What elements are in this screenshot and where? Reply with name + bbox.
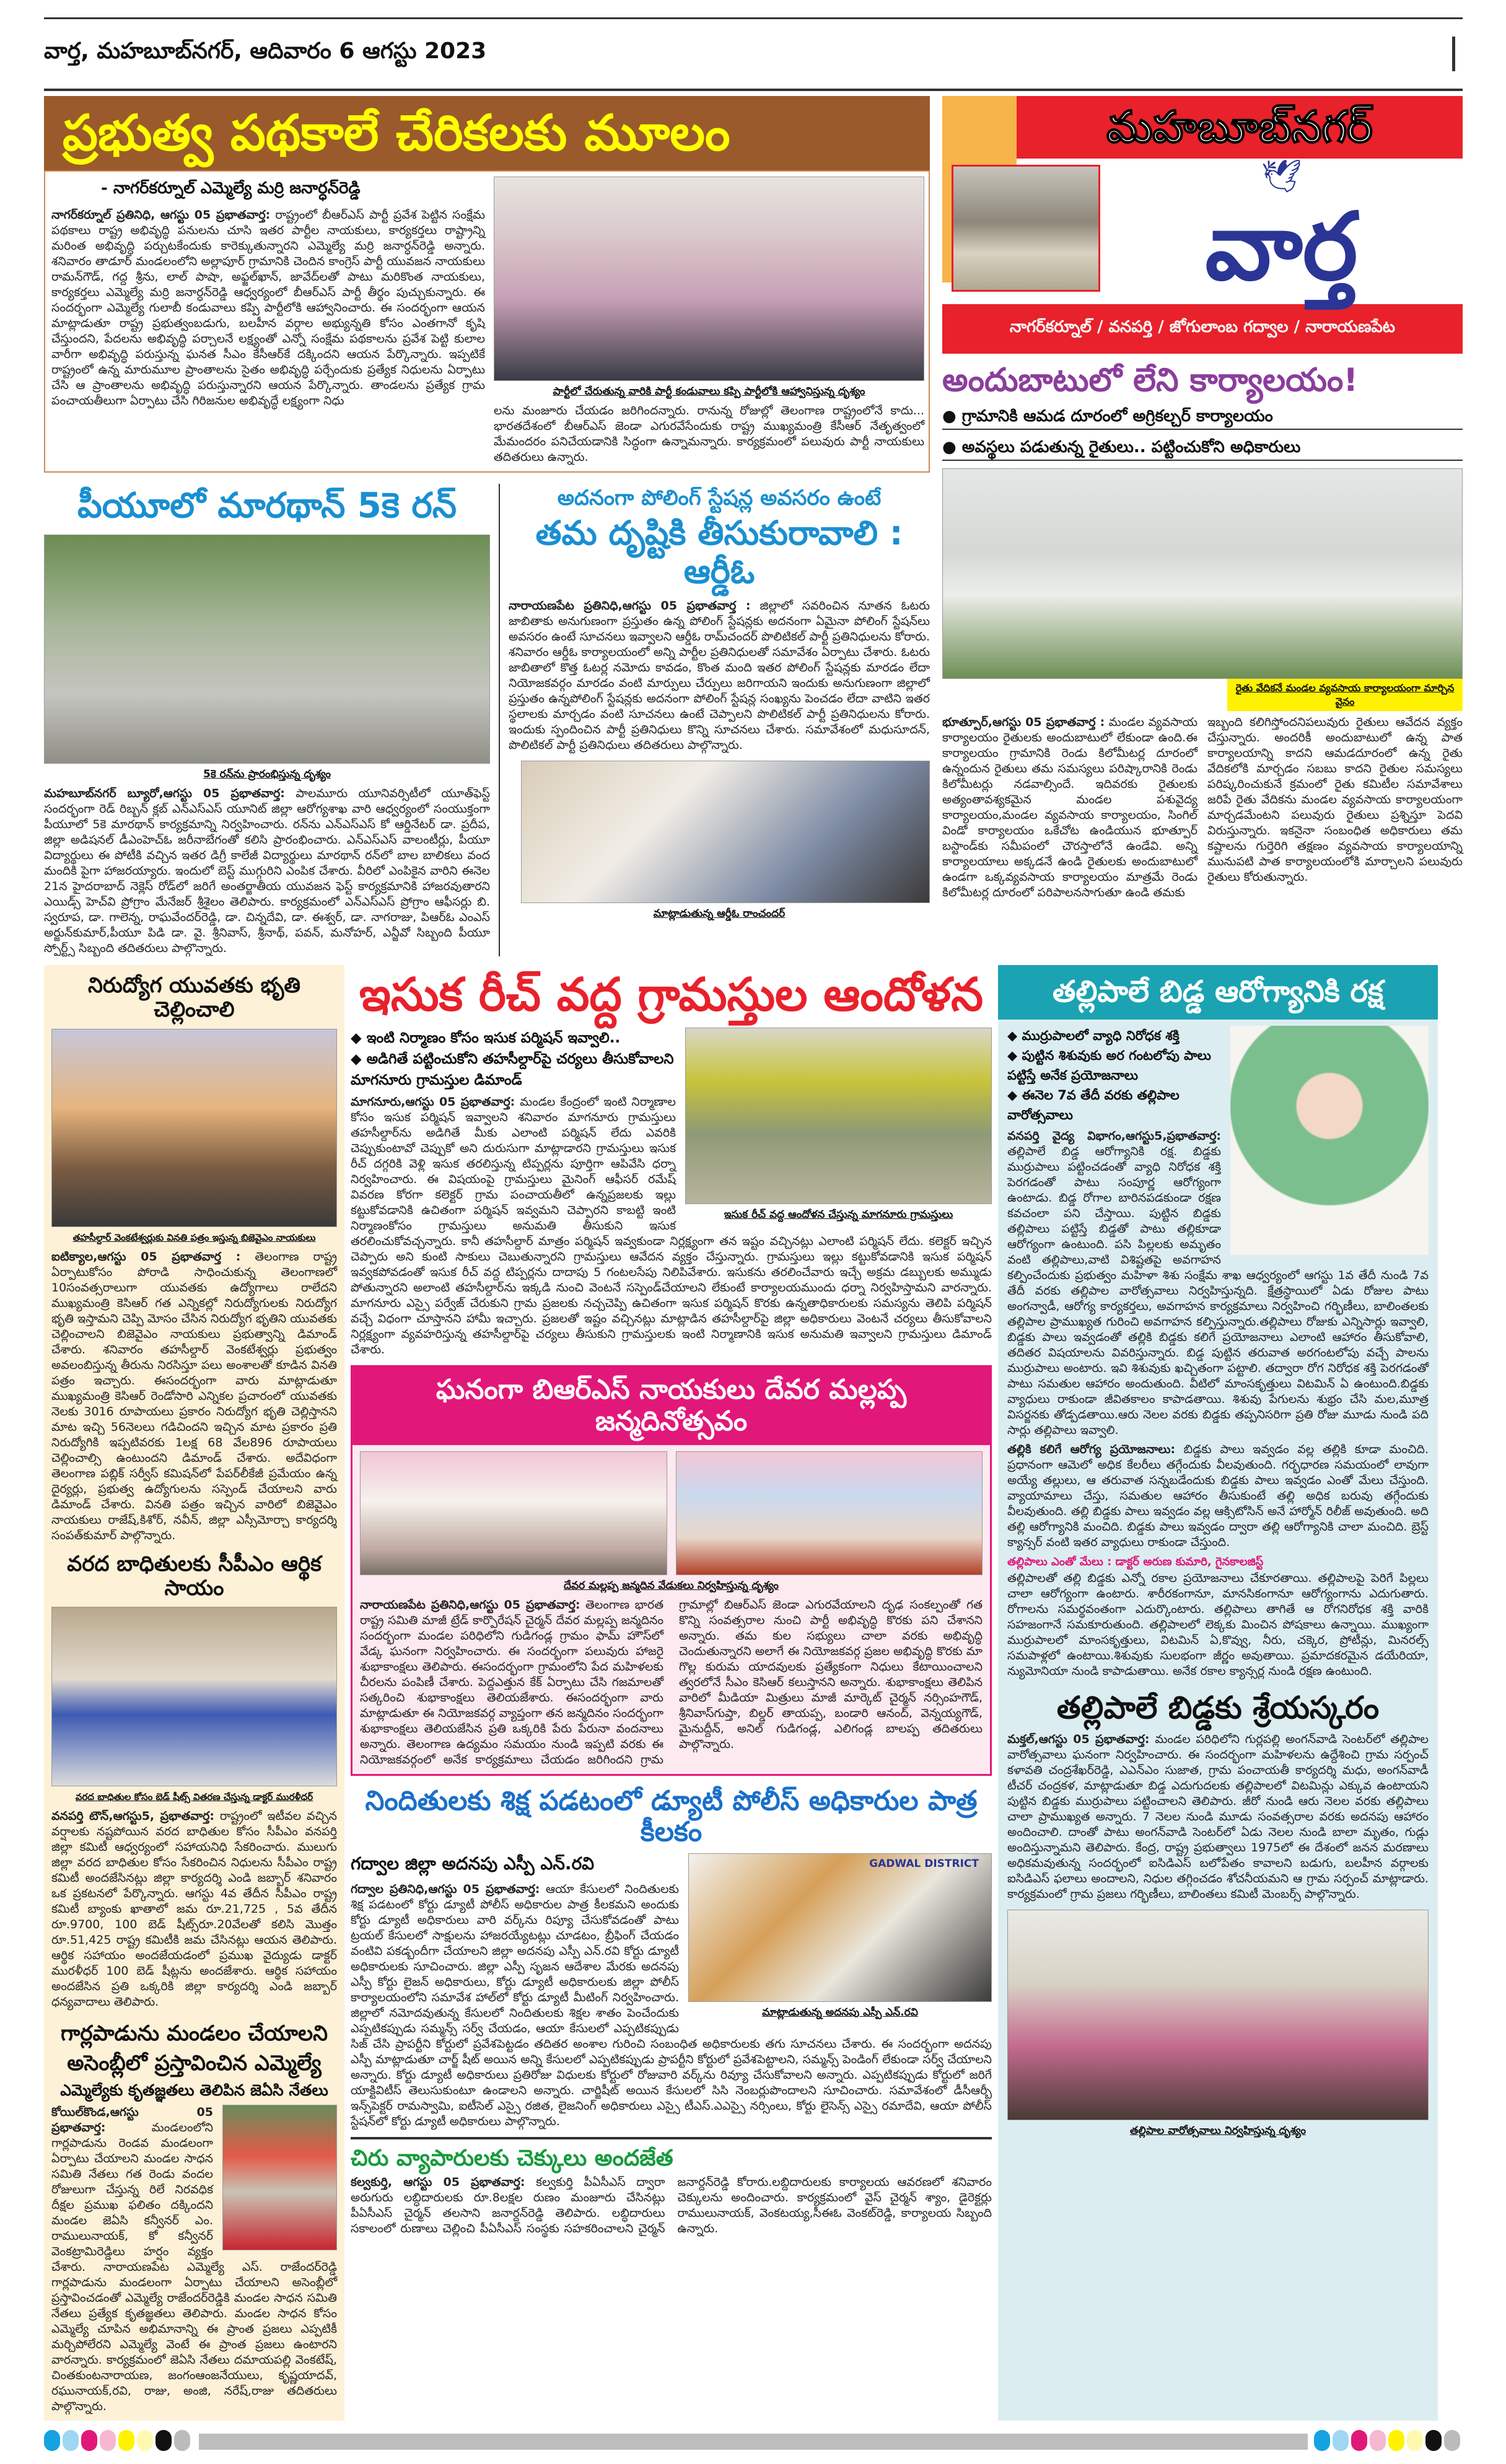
- bullet-text: ఇంటి నిర్మాణం కోసం ఇసుక పర్మిషన్ ఇవ్వాలి..: [366, 1030, 621, 1047]
- story11: [351, 2137, 992, 2237]
- story4-kicker: అదనంగా పోలింగ్ స్టేషన్ల అవసరం ఉంటే: [557, 486, 882, 510]
- bullet-text: అడిగితే పట్టించుకోని తహసీల్దార్‌పై చర్యలు తీసుకోవాలని మాగనూరు గ్రామస్తుల డిమాండ్: [351, 1051, 674, 1089]
- story12-bullet: ◆ పుట్టిన శిశువుకు అర గంటలోపు పాలు పట్టిస్తే అనేక ప్రయోజనాలు: [1007, 1047, 1211, 1083]
- story9-headline: ఘనంగా బిఆర్ఎస్ నాయకులు దేవర మల్లప్ప జన్మదినోత్సవం: [352, 1367, 990, 1444]
- bullet-text: పుట్టిన శిశువుకు అర గంటలోపు పాలు పట్టిస్తే అనేక ప్రయోజనాలు: [1007, 1047, 1211, 1083]
- bullet-text: ఈనెల 7వ తేదీ వరకు తల్లిపాల వారోత్సవాలు: [1007, 1087, 1180, 1122]
- story9-caption: దేవర మల్లప్ప జన్మదిన వేడుకలు నిర్వహిస్తున్న దృశ్యం: [564, 1579, 779, 1592]
- story13-headline: తల్లిపాలే బిడ్డకు శ్రేయస్కరం: [1056, 1689, 1380, 1726]
- story13-caption: తల్లిపాల వారోత్సవాలు నిర్వహిస్తున్న దృశ్యం: [1130, 2125, 1306, 2138]
- story11-text: కల్వకుర్తి పీఏసీఎస్ ద్వారా అరుగురు లబ్ధిదారులకు రూ.8లక్షల రుణం మంజూరు చేసినట్లు పీఏసీఎస్ చైర్మన్ తలసాని జనార్దన్‌రెడ్డి తెలిపారు. లబ్ధిదారులు సకాలంలో రుణాలు చెల్లించి పీఏసీఎస్ సంస్థకు సహకరించాలని చైర్మన్ జనార్దన్‌రెడ్డి కోరారు.లబ్దిదారులకు కార్యాలయ ఆవరణలో శనివారం చెక్కులను అందించారు. కార్యక్రమంలో వైస్ చైర్మన్ శ్యాం, డైరెక్టర్లు రాములునాయక్, వెంకటయ్య,సీఈఓ వెంకట్‌రెడ్డి, కార్యాలయ సిబ్బంది ఉన్నారు.: [351, 2175, 992, 2236]
- story4-text: జిల్లాలో సవరించిన నూతన ఓటరు జాబితాకు అనుగుణంగా ప్రస్తుతం ఉన్న పోలింగ్ స్టేషన్లకు అదనంగా ఏమైనా పోలింగ్ స్టేషన్‌లు అవసరం ఉంటే సూచనలు ఇవ్వాలని ఆర్డీఓ రామ్‌చందర్ పొలిటికల్ పార్టీ ప్రతినిధులను కోరారు. శనివారం ఆర్డీఓ కార్యాలయంలో అన్ని పార్టీల ప్రతినిధులతో సమావేశం ఏర్పాటు చేశారు. ఓటరు జాబితాలో కొత్త ఓటర్ల నమోదు కావడం, కొంత మంది ఇతర పోలింగ్ స్టేషన్లకు మారడం లేదా నియోజకవర్గం మారడం వంటి మార్పులు చేర్పులు జరిగాయని ఇందుకు అనుగుణంగా జిల్లాలో ప్రస్తుతం ఉన్నపోలింగ్ స్టేషన్లకు అదనంగా పోలింగ్ స్టేషన్ల సంఖ్యను పెంచడం లేదా వాటిని ఇతర స్థలాలకు మార్చడం వంటి సూచనలు ఉంటే చెప్పాలని పొలిటికల్ పార్టీ ప్రతినిధులను కోరారు. ఇందుకు స్పందించిన పార్టీ ప్రతినిధులు కొన్ని సూచనలు చేశారు. సమావేశంలో మధుసూదన్, పొలిటికల్ పార్టీ ప్రతినిధులు తదితరులు పాల్గొన్నారు.: [509, 599, 930, 753]
- middle-column: [351, 965, 992, 2420]
- masthead: [942, 96, 1463, 354]
- story1-caption: పార్టీలో చేరుతున్న వారికి పార్టీ కండువాలు కప్పి పార్టీలోకి ఆహ్వానిస్తున్న దృశ్యం: [553, 385, 865, 398]
- masthead-dam-photo: [952, 165, 1100, 292]
- story12-text: తల్లిపాలే బిడ్డ ఆరోగ్యానికి రక్ష. బిడ్డకు ముర్రుపాలు పట్టించడంతో వ్యాధి నిరోధక శక్తి పెరగడంతో పాటు సంపూర్ణ ఆరోగ్యంగా ఉంటాడు. బిడ్డ రోగాల బారినపడకుండా రక్షణ కవచంలా పని చేస్తాయి. పుట్టిన బిడ్డకు తల్లిపాలు పట్టిస్తే బిడ్డతో పాటు తల్లికూడా ఆరోగ్యంగా ఉంటుంది. పసి పిల్లలకు అమృతం వంటి తల్లిపాలు,వాటి విశిష్టతపై అవగాహన కల్పించేందుకు ప్రభుత్వం మహిళా శిశు సంక్షేమ శాఖ ఆధ్వర్యంలో ఆగస్టు 1వ తేదీ నుండి 7వ తేదీ వరకు తల్లిపాల వారోత్సవాలు నిర్వహిస్తున్నది. క్షేత్రస్థాయిలో ఏడు రోజుల పాటు అంగన్వాడీ, ఆరోగ్య కార్యకర్తలు, అవగాహన కార్యక్రమాలు నిర్వహించి గర్భిణీలు, బాలింతలకు తల్లిపాల ప్రాముఖ్యత గురించి అవగాహన కల్పిస్తున్నారు.తల్లిపాలు రోజుకు ఎన్నిసార్లు ఇవ్వాలి, బిడ్డకు పాలు ఇవ్వడంతో తల్లికి బిడ్డకు కలిగే ప్రయోజనాలు ఎలాంటి ఆహారం తీసుకోవాలి, తదితర విషయాలను వివరిస్తున్నారు. బిడ్డ పుట్టిన తరువాత అరగంటలోపు వచ్చే పాలను ముర్రుపాలు అంటారు. ఇవి శిశువుకు ఖచ్చితంగా పట్టాలి. తద్వారా రోగ నిరోధక శక్తి పెరగడంతో పాటు సమతుల ఆహారం అందుతుంది. వీటిలో మాంసకృత్తులు విటమిన్ ఏ ఉంటుంది.బిడ్డకు వ్యాధులు రాకుండా జీవితకాలం కాపాడతాయి. శిశువు పేగులను శుభ్రం చేసి మల,మూత్ర విసర్జనకు తోడ్పడతాయి.ఆరు నెలల వరకు బిడ్డకు తప్పనిసరిగా ప్రతి రోజు మూడు నుండి పది సార్లు తల్లిపాలు ఇవ్వాలి.: [1007, 1144, 1429, 1437]
- story12-section1: [1007, 1442, 1429, 1550]
- story9-dateline: నారాయణపేట ప్రతినిధి,ఆగస్టు 05 ప్రభాతవార్త:: [360, 1597, 580, 1612]
- story4-photo: [521, 761, 930, 903]
- story13-text: మండల పరిధిలోని గుర్లపల్లి అంగన్‌వాడి సెంటర్‌లో తల్లిపాల వారోత్సవాలు ఘనంగా నిర్వహించారు. ఈ సందర్భంగా మహిళలను ఉద్దేశించి గ్రామ సర్పంచ్ కళావతి చంద్రశేఖర్‌రెడ్డి, ఎఎన్ఎం సుజాత, గ్రామ పంచాయతీ కార్యదర్శి మధు, అంగన్‌వాడీ టీచర్ చంద్రకళ, మాట్లాడుతూ బిడ్డ ఎదుగుదలకు తల్లిపాలలో విటమిన్లు ఎక్కువ ఉంటాయని పుట్టిన బిడ్డకు ముర్రుపాలు పట్టించాలని తెలిపారు. జీరో నుండి ఆరు నెలల వరకు తల్లిపాలు చాలా ప్రాముఖ్యత అన్నారు. 7 నెలల నుండి మూడు సంవత్సరాల వరకు అదనపు ఆహారం అందించాలి. దాంతో పాటు అంగన్‌వాడి సెంటర్‌లో ఏడు నెలల నుండి బాలా మృతం, గుడ్లు అందిస్తున్నామని తెలిపారు. కేంద్ర, రాష్ట్ర ప్రభుత్వాలు 1975లో ఈ దేశంలో జనన మరణాలు అధికమవుతున్న సందర్భంలో ఐసిడిఎస్ బలోపేతం కావాలని బడుగు, బలహీన వర్గాలకు ఐసిడిఎస్ ఫలాలు అందాలని, నిధుల తగ్గించడం శోచనీయమని ఆ గ్రామ సర్పంచ్ మాట్లాడారు. కార్యక్రమంలో గ్రామ ప్రజలు గర్భిణీలు, బాలింతలు కమిటీ మెంబర్స్ పాల్గొన్నారు.: [1007, 1732, 1429, 1902]
- story5-photo: [51, 1029, 337, 1227]
- story9-body: [352, 1597, 990, 1774]
- story2-body: [942, 715, 1197, 901]
- story5-text: తెలంగాణ రాష్ట్ర ఏర్పాటుకోసం పోరాడి సాధించుకున్న తెలంగాణలో 10సంవత్సరాలుగా యువతకు ఉద్యోగాలు రాలేదని ముఖ్యమంత్రి కెసిఆర్ గత ఎన్నికల్లో నిరుద్యోగులకు నిరుద్యోగ భృతి ఇస్తామని చెప్పి మోసం చేసిన నిరుద్యోగ భృతిని యువతకు చెల్లించాలని బిజెవైఎం నాయకులు ప్రభుత్వాన్ని డిమాండ్ చేశారు. శనివారం తహసీల్దార్ వెంకటేశ్వర్లు ప్రభుత్వం అవలంబిస్తున్న తీరును నిరసిస్తూ పలు అంశాలతో కూడిన వినతి పత్రం ఇచ్చారు. ఈసందర్భంగా వారు మాట్లాడుతూ ముఖ్యమంత్రి కెసిఆర్ రెండోసారి ఎన్నికల ప్రచారంలో యువతకు నెలకు 3016 రూపాయలు ప్రకారం నిరుద్యోగ భృతి చెల్లిస్తానని మాట ఇచ్చి 56నెలలు గడిచిందని ఇచ్చిన మాట ప్రకారం ప్రతి నిరుద్యోగికి ఇప్పటివరకు 1లక్ష 68 వేల896 రూపాయలు చెల్లించాల్సి ఉంటుందని డిమాండ్ చేశారు. అదేవిధంగా తెలంగాణ పబ్లిక్ సర్వీస్ కమిషన్‌లో పేపర్‌లీకేజీ ప్రమేయం ఉన్న దైర్యర్లు, ప్రభుత్వ ఉద్యోగులను సస్పెండ్ చేయాలని వారు డిమాండ్ చేశారు. వినతి పత్రం ఇచ్చిన వారిలో బిజెవైఎం నాయకులు రాజేష్,కిశోర్, నవీన్, జిల్లా ఎస్సీమోర్చా కార్యదర్శి సంపత్‌కుమార్ పాల్గొన్నారు.: [51, 1249, 337, 1542]
- story8-text: మండల కేంద్రంలో ఇంటి నిర్మాణాల కోసం ఇసుక పర్మిషన్ ఇవ్వాలని శనివారం మాగనూరు గ్రామస్తులు తహసీల్దార్‌ను అడిగితే మీకు ఎలాంటి పర్మిషన్ లేదు ఎవరికి చెప్పుకుంటావో చెప్పుకో అని దురుసుగా మాట్లాడారని గ్రామస్తులు ఇసుక రీచ్ దగ్గరికి వెళ్లి ఇసుక తరలిస్తున్న టిప్పర్లను పూర్తిగా ఆపివేసి ధర్నా నిర్వహించారు. ఈ విషయంపై గ్రామస్తులు మైనింగ్ ఆఫీసర్ రమేష్ వివరణ కోరగా కలెక్టర్ గ్రామ పంచాయతీలో ఉన్నప్రజలకు ఇల్లు కట్టుకోవడానికి ఉచితంగా పర్మిషన్ ఇవ్వమని చెప్పారని కాబట్టి ఇంటి నిర్మాణంకోసం గ్రామస్తులు అనుమతి తీసుకుని ఇసుక తరలించుకోవచ్చన్నారు. కానీ తహసీల్దార్ మాత్రం పర్మిషన్ ఇవ్వకుండా నిర్లక్ష్యంగా తన ఇష్టం వచ్చినట్లు ఎలాంటి పర్మిషన్ లేదు. కలెక్టర్ ఇచ్చిన చెప్పారు అని కుంటి సాకులు చెబుతున్నారని గ్రామస్తులు ఆవేదన వ్యక్తం చేస్తున్నారు. గ్రామస్తులు ఇల్లు కట్టుకోవడానికి ఇసుక పర్మిషన్ ఇవ్వకపోవడంతో ఇసుక రీచ్ వద్ద టిప్పర్లను దాదాపు 5 గంటలసేపు నిలిపివేశారు. ఇసుకను తరలించేవారు ఇచ్చే అక్రమ డబ్బులకు అమ్ముడు పోతున్నారని అలాంటి తహసీల్దార్‌ను ఇక్కడి నుంచి వెంటనే సస్పెండ్‌చేయాలని లేకుంటే కార్యాలయముందు ధర్నా నిర్వహిస్తామని వారన్నారు. మాగనూరు ఎస్సై పర్వేజ్ చేరుకుని గ్రామ ప్రజలకు నచ్చచెప్పి ఉచితంగా ఇసుక పర్మిషన్ కొరకు ఉన్నతాధికారులకు సమస్యను తెలిపి పర్మిషన్ వచ్చే విధంగా చూస్తానని హామీ ఇచ్చారు. ప్రజలతో ఇష్టం వచ్చినట్లు మాట్లాడిన తహసీల్దార్‌పై జిల్లా అధికారులు వెంటనే చర్యలు తీసుకోవాలని నిర్లక్ష్యంగా వ్యవహరిస్తున్న తహసీల్దార్‌పై చర్యలు తీసుకుని గ్రామస్తులకు ఇంటి నిర్మాణానికి ఇసుక అనుమతి ఇవ్వాలని గ్రామస్తులు డిమాండ్ చేశారు.: [351, 1095, 992, 1357]
- story11-dateline: కల్వకుర్తి, ఆగస్టు 05 ప్రభాతవార్త:: [351, 2175, 525, 2190]
- story3-headline: పీయూలో మారథాన్ 5కె రన్: [77, 486, 457, 526]
- header-rule: [44, 89, 1463, 91]
- masthead-strip: [942, 96, 1017, 159]
- page-header: [44, 19, 1463, 89]
- story10-text: ఆయా కేసులలో నిందితులకు శిక్ష పడటంలో కోర్టు డ్యూటీ పోలీస్ అధికారుల పాత్ర కీలకమని అందుకు కోర్టు డ్యూటీ అధికారులు వారి వర్క్‌ను రిప్యూ చేసుకోవడంతో పాటు ట్రయల్ కేసులలో సాక్షులను హాజరయ్యేటట్లు చూడటం, బ్రీఫింగ్ చేయడం వంటివి పకడ్బందీగా చేయాలని జిల్లా అదనపు ఎస్పీ ఎన్.రవి కోర్టు డ్యూటీ అధికారులకు సూచించారు. జిల్లా ఎస్పీ సృజన ఆదేశాల మేరకు అదనపు ఎస్పీ కోర్టు లైజన్ అధికారులు, కోర్టు డ్యూటీ అధికారులకు జిల్లా పోలీస్ కార్యాలయంలోని సమావేశ హాల్‌లో కోర్టు డ్యూటీ మీటింగ్ నిర్వహించారు. జిల్లాలో నమోదవుతున్న కేసులలో నిందితులకు శిక్షల శాతం పెంచేందుకు ఎప్పటికప్పుడు సమ్మన్స్ సర్వ్ చేయడం, ఆయా కేసులలో ఎప్పటికప్పుడు సిజ్ చేసి ప్రాపర్టీని కోర్టులో ప్రవేశపెట్టడం తదితర అంశాల గురించి సంబంధిత అధికారులకు తగు సూచనలు చేశారు. ఈ సందర్భంగా అదనపు ఎస్పీ మాట్లాడుతూ చార్జ్ షీట్ అయిన అన్ని కేసులలో ఎప్పటికప్పుడు ప్రాపర్టీని కోర్టులో ప్రవేశపెట్టాలని, సమ్మన్స్ పెండింగ్ లేకుండా సర్వ్ చేయాలని అన్నారు. కోర్టు డ్యూటీ అధికారులు ప్రతిరోజు విధులకు కోర్టులో రోజువారి వర్క్‌ను రివ్యూ చేసుకోవాలని అన్నారు. ఎప్పటికప్పుడు కోర్టులో జరిగే యాక్టివిటీస్ తెలుసుకుంటూ ఉండాలని అన్నారు. చార్జిషీట్ అయిన కేసులలో సిసి నెంబర్లుపొందాలని సూచించారు. సమావేశంలో డీసీఆర్బీ ఇన్స్‌పెక్టర్ రామస్వామి, ఐటీసెల్ ఎస్సై రజిత, లైజనింగ్ అధికారులు ఎస్సై టీఎస్.ఎఎస్సై నర్సింలు, కోర్టు లైసెన్స్ ఎస్సై రమాదేవి, ఆయా పోలీస్ స్టేషన్‌లో కోర్టు డ్యూటీ అధికారులు పాల్గొన్నారు.: [351, 1882, 992, 2128]
- story2-caption: రైతు వేదికనే మండల వ్యవసాయ కార్యాలయంగా మార్చిన వైనం: [1227, 679, 1463, 711]
- story5-body: [51, 1249, 337, 1544]
- color-dots-left: [44, 2430, 193, 2453]
- story2-dateline: భూత్పూర్,ఆగస్టు 05 ప్రభాతవార్త :: [942, 715, 1105, 730]
- story3-text: పాలమూరు యూనివర్సిటీలో యూత్‌ఫెస్ట్ సందర్భంగా రెడ్ రిబ్బన్ క్లబ్ ఎన్ఎస్ఎస్ యూనిట్ జిల్లా ఆరోగ్యశాఖ వారి ఆధ్వర్యంలో సంయుక్తంగా పీయూలో 5కె మారథాన్ కార్యక్రమాన్ని నిర్వహించారు. రన్‌ను ఎన్ఎస్ఎస్ కో ఆర్డినేటర్ డా. ప్రదీప, జిల్లా అడిషనల్ డీఎంహెచ్ఓ జరీనాబేగంతో కలిసి ప్రారంభించారు. ఎన్ఎస్ఎస్ వాలంటీర్లు, పీయూ విద్యార్థులు ఈ పోటీకి వచ్చిన ఇతర డిగ్రీ కాలేజీ విద్యార్థులు మారథాన్ రన్‌లో బాల బాలికలు వంద మందికి పైగా హాజరయ్యారు. ఇందులో బెస్ట్ ముగ్గురిని ఎంపిక చేశారు. వీరిలో ఎంపికైన వారిని ఈనెల 21న హైదరాబాద్ నెక్లెస్ రోడ్‌లో జరిగే అంతర్జాతీయ యువజన ఫెస్ట్ కార్యక్రమానికి హాజరవుతారని ఎయిడ్స్ హెచ్‌వి ప్రోగ్రాం మేనేజర్ శ్రీశైలం తెలిపారు. కార్యక్రమంలో ఎన్ఎస్ఎస్ ప్రోగ్రాం ఆఫీసర్లు బి. స్వరూప, డా. గాలెన్న, రాఘవేందర్‌రెడ్డి, డా. చిన్నదేవి, డా. ఈశ్వర్, డా. నాగరాజు, పిఆర్ఓ ఎంఎస్ అర్జున్‌కుమార్,పీయూ పిడి డా. వై. శ్రీనివాస్, శ్రీనాథ్, పవన్, మనోహర్, ఎన్జీవో సిబ్బంది పీయూ స్పోర్ట్స్ సిబ్బంది తదితరులు పాల్గొన్నారు.: [44, 787, 490, 956]
- story8-headline: ఇసుక రీచ్ వద్ద గ్రామస్తుల ఆందోళన: [359, 968, 984, 1022]
- story12-section2-label: తల్లిపాలు ఎంతో మేలు : డాక్టర్ అరుణ కుమారి, గైనకాలజిస్ట్: [1007, 1555, 1264, 1568]
- column-divider: [499, 484, 500, 956]
- masthead-districts: నాగర్‌కర్నూల్ / వనపర్తి / జోగులాంబ గద్వాల / నారాయణపేట: [942, 304, 1463, 354]
- top-right: [942, 96, 1463, 956]
- story1-box: [44, 170, 930, 473]
- story11-headline: చిరు వ్యాపారులకు చెక్కులు అందజేత: [351, 2145, 673, 2171]
- story5-headline: నిరుద్యోగ యువతకు భృతి చెల్లించాలి: [88, 973, 300, 1023]
- story8-bullet: ◆ ఇంటి నిర్మాణం కోసం ఇసుక పర్మిషన్ ఇవ్వాలి..: [351, 1030, 621, 1047]
- right-column-content: [998, 1020, 1438, 2138]
- story10-caption: మాట్లాడుతున్న అదనపు ఎస్పీ ఎన్.రవి: [762, 2006, 918, 2019]
- story13-body: [1007, 1732, 1429, 1902]
- story3-dateline: మహబూబ్‌నగర్ బ్యూరో,ఆగస్టు 05 ప్రభాతవార్త:: [44, 787, 285, 801]
- story3: [44, 484, 490, 956]
- story7-text: మండలంలోని గార్లపాడును రెండవ మండలంగా ఏర్పాటు చేయాలని మండల సాధన సమితి నేతలు గత రెండు వందల రోజులుగా చేస్తున్న రిలే నిరవధిక దీక్షల ప్రముఖ ఫలితం దక్కిందని మండల జెఏసి కన్వీనర్ ఎం. రాములునాయక్, కో కన్వీనర్ వెంకట్రామిరెడ్డిలు హర్షం వ్యక్తం చేశారు. నారాయణపేట ఎమ్మెల్యే ఎస్. రాజేందర్‌రెడ్డి గార్లపాడును మండలంగా ఏర్పాటు చేయాలని అసెంబ్లీలో ప్రస్తావించడంతో ఎమ్మెల్యే రాజేందర్‌రెడ్డికి మండల సాధన సమితి నేతలు ప్రత్యేక కృతజ్ఞతలు తెలిపారు. మండల సాధన కోసం ఎమ్మెల్యే చూపిన అభిమానాన్ని ఈ ప్రాంత ప్రజలు ఎప్పటికీ మర్చిపోలేరని ఎమ్మెల్యే వెంటే ఈ ప్రాంత ప్రజలు ఉంటారని వారన్నారు. కార్యక్రమంలో జెఏసి నేతలు దమాయపల్లి వెంకటేష్, చింతకుంటనారాయణ, జంగంఆంజనేయులు, కృష్ణయాదవ్, రఘునాయక్,రవి, రాజు, అంజి, నరేష్,రాజు తదితరులు పాల్గొన్నారు.: [51, 2120, 337, 2413]
- story10-dateline: గద్వాల ప్రతినిధి,ఆగస్టు 05 ప్రభాతవార్త:: [351, 1882, 540, 1896]
- story12-bullet: ◆ ముర్రుపాలలో వ్యాధి నిరోధక శక్తి: [1007, 1028, 1180, 1043]
- story1-body2: లను మంజూరు చేయడం జరిగిందన్నారు. రానున్న రోజుల్లో తెలంగాణ రాష్ట్రంలోనే కాదు... భారతదేశంలో బీఆర్ఎస్ జెండా ఎగురవేసేందుకు రాష్ట్ర ముఖ్యమంత్రి కేసీఆర్ నేతృత్వంలో మేమందరం పనిచేయడానికి సిద్ధంగా ఉన్నామన్నారు. కార్యక్రమంలో పలువురు పార్టీ నాయకులు తదితరులు ఉన్నారు.: [494, 404, 924, 464]
- story6-dateline: వనపర్తి టౌన్,ఆగస్టు5, ప్రభాతవార్త:: [51, 1809, 215, 1823]
- top-second-row: [44, 484, 930, 956]
- breastfeeding-illustration: [1230, 1026, 1429, 1255]
- story8-photo: [685, 1028, 992, 1204]
- bottom-section: [44, 965, 1463, 2420]
- story1-byline: - నాగర్‌కర్నూల్ ఎమ్మెల్యే మర్రి జనార్ధన్‌రెడ్డి: [101, 179, 361, 198]
- story13-dateline: మక్తల్,ఆగస్టు 05 ప్రభాతవార్త:: [1007, 1732, 1150, 1747]
- story10-photo: [688, 1853, 992, 2002]
- story6-text: రాష్ట్రంలో ఇటీవల వచ్చిన వర్షాలకు నష్టపోయిన వరద బాధితుల కోసం సీపీఎం వనపర్తి జిల్లా కమిటీ ఆధ్వర్యంలో సహాయనిధి సేకరించారు. ములుగు జిల్లా వరద బాధితుల కోసం సేకరించిన నిధులను సీపీఎం రాష్ట్ర కమిటీ అందజేసినట్లు జిల్లా కార్యదర్శి ఎండి జబ్బార్ శనివారం ఒక ప్రకటనలో పేర్కొన్నారు. ఆగస్టు 4వ తేదీన సీపీఎం రాష్ట్ర కమిటీ బ్యాంకు ఖాతాలో జమ రూ.21,725 , 5వ తేదీన రూ.9700, 100 బెడ్ షీట్స్‌రూ.20వేలతో కలిసి మొత్తం రూ.51,425 రాష్ట్ర కమిటీకి జమ చేసినట్లు ఆయన తెలిపారు. ఆర్థిక సహాయం అందజేయడంలో ప్రముఖ వైద్యుడు డాక్టర్ మురళీధర్ 100 బెడ్ షీట్లను అందజేశారు. ఆర్థిక సహాయం అందజేసిన ప్రతి ఒక్కరికి జిల్లా కార్యదర్శి ఎండి జబ్బార్ ధన్యవాదాలు తెలిపారు.: [51, 1809, 338, 2009]
- story3-body: [44, 786, 490, 956]
- story1-text-column: [51, 177, 485, 465]
- story4-caption: మాట్లాడుతున్న ఆర్డీఓ రాంచందర్: [653, 907, 786, 920]
- story4-body: [509, 598, 930, 753]
- masthead-middle: [942, 159, 1463, 304]
- bullet-text: అవస్థలు పడుతున్న రైతులు.. పట్టించుకోని అధికారులు: [961, 438, 1301, 457]
- story9-text: తెలంగాణ భారత రాష్ట్ర సమితి మాజీ ట్రేడ్ కార్పొరేషన్ చైర్మన్ దేవర మల్లప్ప జన్మదినం సందర్భంగా మండల పరిధిలోని గుడిగండ్ల గ్రామం ఫామ్ హౌస్‌లో వేడ్క ఘనంగా నిర్వహించారు. ఈ సందర్భంగా పలువురు హాజరై శుభాకాంక్షలు తెలిపారు. ఈసందర్భంగా గ్రామంలోని పేద మహిళలకు చీరలను పంపిణీ చేశారు. పెద్దఎత్తున కేక్ ఏర్పాటు చేసి గజమాలతో సత్కరించి శుభాకాంక్షలు తెలియజేశారు. ఈసందర్భంగా వారు మాట్లాడుతూ ఈ నియోజకవర్గ వ్యాప్తంగా తన జన్మదినం సందర్భంగా శుభాకాంక్షలు తెలియజేసిన ప్రతి ఒక్కరికి పేరు పేరునా వందనాలు అన్నారు. తెలంగాణ ఉద్యమం సమయం నుండి ఇప్పటి వరకు ఈ నియోజకవర్గంలో అనేక కార్యక్రమాలు చేయడం జరిగిందని గ్రామ గ్రామాల్లో బిఆర్ఎస్ జెండా ఎగురవేయాలని దృఢ సంకల్పంతో గత కొన్ని సంవత్సరాల నుంచి పార్టీ అభివృద్ధి కొరకు పని చేశానని అన్నారు. తమ కుల సభ్యులు చాలా వరకు అభివృద్ధి చెందుతున్నారని అలాగే ఈ నియోజకవర్గ ప్రజల అభివృద్ధి కొరకు మా గొల్ల కురుమ యాదవులకు ప్రత్యేకంగా నిధులు కేటాయించాలని త్వరలోనే సీఎం కెసిఆర్ కలుస్తానని అన్నారు. శుభాకాంక్షలు తెలిపిన వారిలో మీడియా మిత్రులు మాజీ మార్కెట్ చైర్మన్ నర్సింహగౌడ్, శ్రీనివాస్‌గుప్తా, బిల్డర్ తాయప్ప, బండారి ఆనంద్, వెన్నయ్యగౌడ్, మైనుద్దీన్, అనిల్ గుడిగండ్ల, ఎలిగండ్ల బాలప్ప తదితరులు పాల్గొన్నారు.: [360, 1597, 983, 1767]
- story12-bullet: ◆ ఈనెల 7వ తేదీ వరకు తల్లిపాల వారోత్సవాలు: [1007, 1087, 1180, 1122]
- story4: [509, 484, 930, 956]
- photo-sign: GADWAL DISTRICT: [869, 1857, 979, 1870]
- story12-dateline: వనపర్తి వైద్య విభాగం,ఆగస్టు5,ప్రభాతవార్త:: [1007, 1129, 1221, 1143]
- right-column: [998, 965, 1438, 2420]
- left-column: [44, 965, 344, 2420]
- story10-figure: [688, 1853, 992, 2024]
- story12-headline: తల్లిపాలే బిడ్డ ఆరోగ్యానికి రక్ష: [998, 965, 1438, 1019]
- story5-caption: తహసీల్దార్ వెంకటేశ్వర్లుకు వినతి పత్రం ఇస్తున్న బిజెవైఎం నాయకులు: [72, 1231, 316, 1243]
- story7-headline: గార్లపాడును మండలం చేయాలని అసెంబ్లీలో ప్రస్తావించిన ఎమ్మెల్యే: [61, 2021, 328, 2076]
- story1-text: రాష్ట్రంలో బీఆర్ఎస్ పార్టీ ప్రవేశ పెట్టిన సంక్షేమ పథకాలు రాష్ట్ర అభివృద్ధి పనులను చూసి ఇతర పార్టీల నాయకులు, కార్యకర్తలు రాష్ట్రాన్ని మరింత అభివృద్ధి పర్చుటకేందుకు కారెక్కుతున్నారని ఎమ్మెల్యే మర్రి జనార్ధన్‌రెడ్డి అన్నారు. శనివారం తాడూర్ మండలంలోని అల్లాపూర్ గ్రామానికి చెందిన కాంగ్రెస్ పార్టీ యువజన నాయకులు రామన్‌గౌడ్, గద్ద శ్రీను, లాల్ పాషా, అఫ్జల్‌ఖాన్, జావేద్‌లతో పాటు మరికొంత నాయకులు, కార్యకర్తలు ఎమ్మెల్యే మర్రి జనార్ధన్‌రెడ్డి ఆధ్వర్యంలో బీఆర్ఎస్ పార్టీ తీర్థం పుచ్చుకున్నారు. ఈ సందర్భంగా ఎమ్మెల్యే గులాబీ కండువాలు కప్పి పార్టీలోకి ఆహ్వానించారు. ఈ సందర్భంగా ఆయన మాట్లాడుతూ రాష్ట్ర ప్రభుత్వంబడుగు, బలహీన వర్గాల అభ్యున్నతి కోసం ఎంతగానో కృషి చేస్తుందని, పేదలను అభివృద్ధి పర్చాలనే లక్ష్యంతో ఎన్నో సంక్షేమ పథకాలను ప్రవేశ పెట్టి కులాల వారీగా అభివృద్ధి పరుస్తున్న ఘనత సీఎం కేసీఆర్‌కే దక్కిందని ఆయన పేర్కొన్నారు. ఇప్పటికే రాష్ట్రంలో ఉన్న మారుమూల ప్రాంతాలను సైతం అభివృద్ధి పర్చేందుకు ప్రత్యేక నిధులను ఏర్పాటు చేసి ఆ ప్రాంతాలను అభివృద్ధి పరుస్తున్నారని ఆయన పేర్కొన్నారు. తాండలను ప్రత్యేక గ్రామ పంచాయతీలుగా ఏర్పాటు చేసి గిరిజనుల అభివృద్ధే లక్ష్యంగా నిధు: [51, 208, 486, 408]
- story2-photo: [942, 468, 1463, 679]
- story1-headline: ప్రభుత్వ పథకాలే చేరికలకు మూలం: [44, 96, 930, 170]
- top-section: [44, 96, 1463, 956]
- story7-subhead: ఎమ్మెల్యేకు కృతజ్ఞతలు తెలిపిన జెఏసి నేతలు: [60, 2081, 328, 2099]
- gray-bar: [199, 2434, 1308, 2450]
- story2-text: మండల వ్యవసాయ కార్యాలయం రైతులకు అందుబాటులో లేకుండా ఉంది.ఈ కార్యాలయం గ్రామానికి రెండు కిలోమీటర్ల దూరంలో ఉన్నందున రైతులు తమ సమస్యలు పరిష్కారానికి రెండు కిలోమీటర్లు నడవాల్సిందే. ఇదివరకు రైతులకు అత్యంతావశ్యకమైన మండల పశువైద్య కార్యాలయం,మండల వ్యవసాయ కార్యాలయం, సింగిల్ విండో కార్యాలయం ఒకేచోట ఉండియున భూత్పూర్ బస్టాండ్‌కు సమీపంలో చౌరస్తాలోనే ఉండేవి. అన్ని కార్యాలయాలు అక్కడనే ఉండి రైతులకు అందుబాటులో ఉండగా ఒక్కవ్యవసాయ కార్యాలయం మాత్రమే రెండు కిలోమీటర్ల దూరంలో పరిపాలనసాగుతూ ఉండి తమకు: [942, 715, 1198, 900]
- story9-box: [351, 1365, 992, 1775]
- story7-dateline: కోయిల్‌కొండ,ఆగస్టు 05 ప్రభాతవార్త:: [51, 2105, 213, 2134]
- story13-photo: [1007, 1910, 1429, 2120]
- dateline: వార్త, మహబూబ్‌నగర్, ఆదివారం 6 ఆగస్టు 2023: [44, 38, 487, 64]
- story2-bullet: ● గ్రామానికి ఆమడ దూరంలో అగ్రికల్చర్ కార్యాలయం: [942, 404, 1463, 430]
- section-label: తల్లికి కలిగే ఆరోగ్య ప్రయోజనాలు:: [1007, 1442, 1176, 1456]
- newspaper-page: [44, 17, 1463, 2454]
- masthead-logo: [1100, 159, 1463, 304]
- story8-caption: ఇసుక రీచ్ వద్ద ఆందోళన చేస్తున్న మాగనూరు గ్రామస్తులు: [724, 1208, 953, 1221]
- story10-headline: నిందితులకు శిక్ష పడటంలో డ్యూటీ పోలీస్ అధికారుల పాత్ర కీలకం: [365, 1785, 978, 1848]
- story9-photo-2: [676, 1451, 983, 1575]
- story4-dateline: నారాయణపేట ప్రతినిధి,ఆగస్టు 05 ప్రభాతవార్త :: [509, 599, 751, 613]
- story10-subhead: గద్వాల జిల్లా అదనపు ఎస్పీ ఎన్.రవి: [351, 1853, 595, 1874]
- story8-dateline: మాగనూరు,ఆగస్టు 05 ప్రభాతవార్త:: [351, 1095, 515, 1109]
- story2-headline: అందుబాటులో లేని కార్యాలయం!: [942, 361, 1359, 399]
- masthead-name: వార్త: [1205, 193, 1358, 301]
- story2-body2: ఇబ్బంది కలిగిస్తోందనిపలువురు రైతులు ఆవేదన వ్యక్తం చేస్తున్నారు. అందరికీ అందుబాటులో ఉన్న పాత కార్యాలయాన్ని కాదని ఆమడదూరంలో ఉన్న రైతు వేదికలోకి మార్చడం సబబు కాదని రైతుల సమస్యలు పరిష్కరించుకునే క్రమంలో రైతు కమిటీల సమావేశాలు జరిపే రైతు వేదికను మండల వ్యవసాయ కార్యాలయంగా మార్చడమేంటని పలువురు రైతులు ప్రశ్నిస్తూ పెదవి విరుస్తున్నారు. ఇకనైనా సంబంధిత అధికారులు తమ కష్టాలను గుర్తెరిగి తక్షణం వ్యవసాయ కార్యాలయాన్ని మునుపటి పాత కార్యాలయంలోకి మార్చాలని పలువురు రైతులు కోరుతున్నారు.: [1207, 715, 1463, 885]
- story8-bullet: ◆ అడిగితే పట్టించుకోని తహసీల్దార్‌పై చర్యలు తీసుకోవాలని మాగనూరు గ్రామస్తుల డిమాండ్: [351, 1051, 674, 1089]
- story9-photos: [352, 1445, 990, 1575]
- story5-dateline: ఐటిక్యాల,ఆగస్టు 05 ప్రభాతవార్త :: [51, 1249, 241, 1264]
- story6-headline: వరద బాధితులకు సీపీఎం ఆర్థిక సాయం: [67, 1551, 322, 1601]
- story1-photo: [494, 177, 924, 381]
- story2-bullet: ● అవస్థలు పడుతున్న రైతులు.. పట్టించుకోని అధికారులు: [942, 435, 1463, 461]
- section-text: బిడ్డకు పాలు ఇవ్వడం వల్ల తల్లికి కూడా మంచిది. ప్రధానంగా ఆమెలో అధిక కేలరీలు తగ్గేందుకు వీలవుతుంది. గర్భధారణ సమయంలో లావుగా అయ్యే తల్లులు, ఆ తరువాత సన్నబడేందుకు బిడ్డకు పాలు ఇవ్వడం ఎంతో మేలు చేస్తుంది. వ్యాయామాలు చేస్తు, సమతుల ఆహారం తీసుకుంటే తల్లి అధిక బరువు తగ్గేందుకు వీలవుతుంది. తల్లి బిడ్డకు పాలు ఇవ్వడం వల్ల ఆక్సిటోసిన్ అనే హార్మోన్ రిలీజ్ అవుతుంది. అది తల్లి ఆరోగ్యానికి మంచిది. బిడ్డకు పాలు ఇవ్వడం ద్వారా తల్లి ఆరోగ్యానికి చాలా మంచిది. బ్రెస్ట్ క్యాన్సర్ వంటి ఇతర వ్యాధులు రాకుండా చేస్తుంది.: [1007, 1442, 1429, 1549]
- page-marker: [1452, 37, 1455, 71]
- story6-caption: వరద బాధితుల కోసం బెడ్ షీట్స్ వితరణ చేస్తున్న డాక్టర్ మురళీధర్: [75, 1791, 313, 1802]
- masthead-region: మహబూబ్‌నగర్: [1017, 96, 1463, 159]
- story6-body: [51, 1809, 337, 2010]
- story7-photo: [222, 2105, 337, 2250]
- story1-dateline: నాగర్‌కర్నూల్ ప్రతినిధి, ఆగస్టు 05 ప్రభాతవార్త:: [51, 208, 271, 222]
- story11-body: [351, 2175, 992, 2237]
- color-dots-right: [1314, 2430, 1463, 2453]
- story1-body: [51, 208, 485, 409]
- story6-photo: [51, 1607, 337, 1786]
- top-left: [44, 96, 930, 956]
- story3-caption: 5కె రన్‌ను ప్రారంభిస్తున్న దృశ్యం: [203, 768, 331, 781]
- story8-figure: [685, 1028, 992, 1226]
- story4-headline: తమ దృష్టికి తీసుకురావాలి : ఆర్డీఓ: [535, 513, 903, 592]
- story3-photo: [44, 535, 490, 764]
- story2-columns: [942, 715, 1463, 901]
- dove-icon: 🕊: [1261, 157, 1302, 195]
- print-registration-bar: [44, 2429, 1463, 2454]
- story12-section2: తల్లిపాలతో తల్లి బిడ్డకు ఎన్నో రకాల ప్రయోజనాలు చేకూరతాయి. తల్లిపాలపై పెరిగే పిల్లలు చాలా ఆరోగ్యంగా ఉంటారు. శారీరకంగానూ, మానసికంగానూ ఆరోగ్యంగాను ఎదుగుతారు. రోగాలను సమర్థవంతంగా ఎదుర్కొంటారు. తల్లిపాలు తాగితే ఆ రోగనిరోధక శక్తి వారికి సహజంగానే సమకూరుతుంది. తల్లిపాలలో లెక్కకు మించిన పోషకాలు ఉన్నాయి. ముఖ్యంగా ముర్రుపాలలో మాంసకృత్తులు, విటమిన్ ఏ,కొవ్వు, నీరు, చక్కెర, ప్రోటీన్లు, మినరల్స్ సమపాళ్లలో ఉంటాయి.శిశువుకు సులభంగా జీర్ణం అవుతాయి. ప్రమాదకరమైన డయేరియా, న్యుమోనియా నుండి కాపాడుతాయి. అనేక రకాల క్యాన్సర్ల నుండి రక్షణ ఉంటుంది.: [1007, 1571, 1429, 1678]
- story1-photo-column: [494, 177, 924, 465]
- masthead-top: [942, 96, 1463, 159]
- story9-photo-1: [360, 1451, 667, 1575]
- bullet-text: గ్రామానికి ఆమడ దూరంలో అగ్రికల్చర్ కార్యాలయం: [961, 407, 1273, 426]
- bullet-text: ముర్రుపాలలో వ్యాధి నిరోధక శక్తి: [1022, 1028, 1180, 1043]
